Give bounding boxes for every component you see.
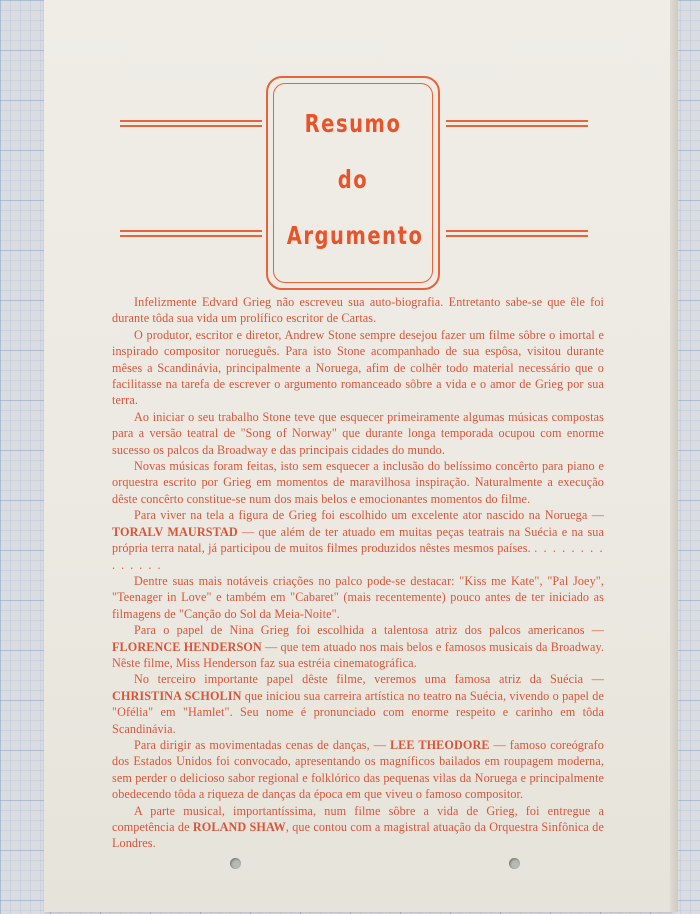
paragraph-intro: Infelizmente Edvard Grieg não escreveu sua auto-biografia. Entretanto sabe-se que êle foi durante tôda sua vida um prolífico escritor de Cartas. bbox=[112, 295, 604, 326]
paragraph-nina-grieg bbox=[112, 622, 604, 671]
paragraph-text: — que além de ter atuado em muitas peças teatrais na Suécia e na sua própria terra natal, já participou de muitos filmes produzidos nêstes mesmos países. bbox=[112, 524, 605, 556]
paragraph-grieg-actor bbox=[112, 507, 604, 573]
title-line-2: do bbox=[337, 165, 369, 194]
paragraph-text: , que contou com a magistral atuação da Orquestra Sinfônica de Londres. bbox=[112, 820, 604, 851]
title-frame bbox=[266, 76, 440, 290]
page-title bbox=[286, 96, 424, 264]
actress-name: CHRISTINA SCHOLIN bbox=[112, 688, 242, 703]
actress-name: FLORENCE HENDERSON bbox=[112, 639, 262, 654]
paragraph-text: Para dirigir as movimentadas cenas de danças, — bbox=[134, 737, 390, 752]
paragraph-text: que iniciou sua carreira artística no teatro na Suécia, vivendo o papel de "Ofélia" em "Hamlet". Seu nome é pronunciado com enorme respeito e carinho em tôda Scandinávia. bbox=[112, 688, 604, 736]
punch-hole-left bbox=[230, 858, 241, 869]
paragraph-text: Para viver na tela a figura de Grieg foi escolhido um excelente ator nascido na Noruega — bbox=[134, 508, 604, 523]
paragraph-concerto: Novas músicas foram feitas, isto sem esquecer a inclusão do belíssimo concêrto para piano e orquestra escrito por Grieg em momentos de maravilhosa inspiração. Naturalmente a execução dêste concêrto constitue-se num dos mais belos e emocionantes momentos do filme. bbox=[112, 459, 604, 506]
paragraph-choreography bbox=[112, 737, 604, 803]
decorative-lines-left-top bbox=[120, 120, 262, 132]
paragraph-text: A parte musical, importantíssima, num filme sôbre a vida de Grieg, foi entregue a competência de bbox=[112, 803, 604, 834]
paragraph-text: No terceiro importante papel dêste filme, veremos uma famosa atriz da Suécia — bbox=[134, 672, 604, 687]
punch-hole-right bbox=[509, 858, 520, 869]
synopsis-body bbox=[112, 294, 604, 852]
paragraph-stage-roles: Dentre suas mais notáveis criações no palco pode-se destacar: "Kiss me Kate", "Pal Joey", "Teenager in Love" e também em "Cabaret" (mais recentemente) pouco antes de ter iniciado as filmagens de "Canção do Sol da Meia-Noite". bbox=[112, 573, 604, 621]
title-line-3: Argumento bbox=[286, 221, 424, 250]
title-line-1: Resumo bbox=[304, 109, 402, 138]
actor-name: TORALV MAURSTAD bbox=[112, 524, 238, 539]
paragraph-music: Ao iniciar o seu trabalho Stone teve que esquecer primeiramente algumas músicas compostas para a versão teatral de "Song of Norway" que durante longa temporada ocupou com enorme sucesso os palcos da Broadway e das principais cidades do mundo. bbox=[112, 409, 604, 457]
sheet-edge bbox=[670, 0, 678, 912]
decorative-lines-right-bottom bbox=[446, 230, 588, 242]
paragraph-text: Para o papel de Nina Grieg foi escolhida a talentosa atriz dos palcos americanos — bbox=[134, 623, 604, 638]
conductor-name: ROLAND SHAW bbox=[192, 820, 286, 834]
paragraph-text: — que tem atuado nos mais belos e famosos musicais da Broadway. Nêste filme, Miss Henderson faz sua estréia cinematográfica. bbox=[112, 639, 604, 670]
dotted-leader: . . . . . . . . . . . . . . bbox=[112, 541, 605, 572]
paragraph-producer: O produtor, escritor e diretor, Andrew Stone sempre desejou fazer um filme sôbre o imortal e inspirado compositor norueguês. Para isto Stone acompanhado de sua espôsa, visitou durante mêses a Scandinávia, principalmente a Noruega, afim de colhêr todo material necessário que o facilitasse na tarefa de escrever o argumento romanceado sôbre a vida e o amor de Grieg por sua terra. bbox=[112, 327, 604, 408]
paragraph-text: — famoso coreógrafo dos Estados Unidos foi convocado, apresentando os magníficos bailados em roupagem moderna, sem perder o delicioso sabor regional e folklórico das pequenas vilas da Noruega e principalmente obedecendo tôda a riqueza de danças da época em que viveu o famoso compositor. bbox=[112, 737, 604, 802]
decorative-lines-left-bottom bbox=[120, 230, 262, 242]
paragraph-third-role bbox=[112, 671, 604, 737]
decorative-lines-right-top bbox=[446, 120, 588, 132]
paragraph-music-direction bbox=[112, 803, 604, 852]
choreographer-name: LEE THEODORE bbox=[389, 737, 490, 752]
